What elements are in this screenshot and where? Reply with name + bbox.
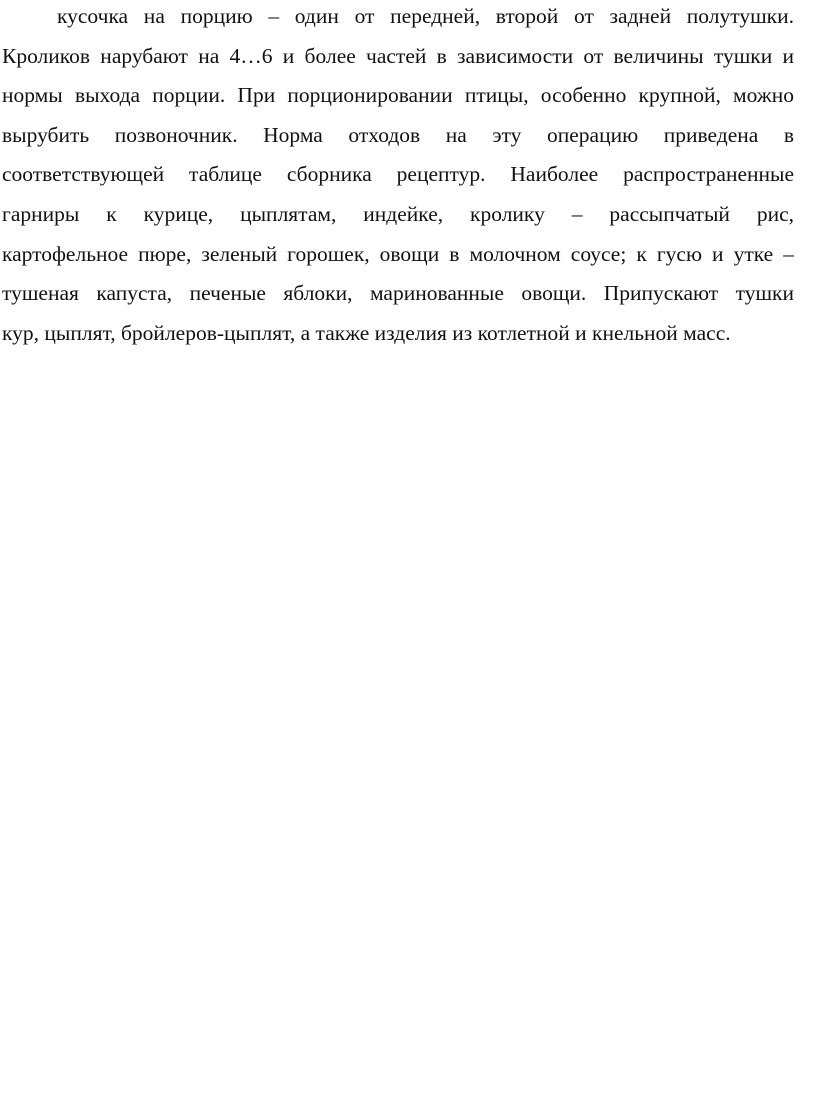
text-line: кур, цыплят, бройлеров-цыплят, а также изделия из котлетной и кнельной масс.: [2, 320, 731, 345]
body-paragraph: [2, 0, 794, 353]
text-line: нормы выхода порции. При порционировании птицы, особенно крупной, можно: [2, 83, 794, 108]
text-line: картофельное пюре, зеленый горошек, овощи в молочном соусе; к гусю и утке –: [2, 241, 794, 266]
text-line: гарниры к курице, цыплятам, индейке, кролику – рассыпчатый рис,: [2, 201, 794, 226]
text-line: кусочка на порцию – один от передней, второй от задней полутушки.: [57, 4, 794, 28]
text-line: тушеная капуста, печеные яблоки, маринованные овощи. Припускают тушки: [2, 281, 794, 306]
text-line: вырубить позвоночник. Норма отходов на эту операцию приведена в: [2, 122, 794, 147]
text-line: Кроликов нарубают на 4…6 и более частей в зависимости от величины тушки и: [2, 43, 794, 68]
text-line: соответствующей таблице сборника рецептур. Наиболее распространенные: [2, 162, 794, 187]
